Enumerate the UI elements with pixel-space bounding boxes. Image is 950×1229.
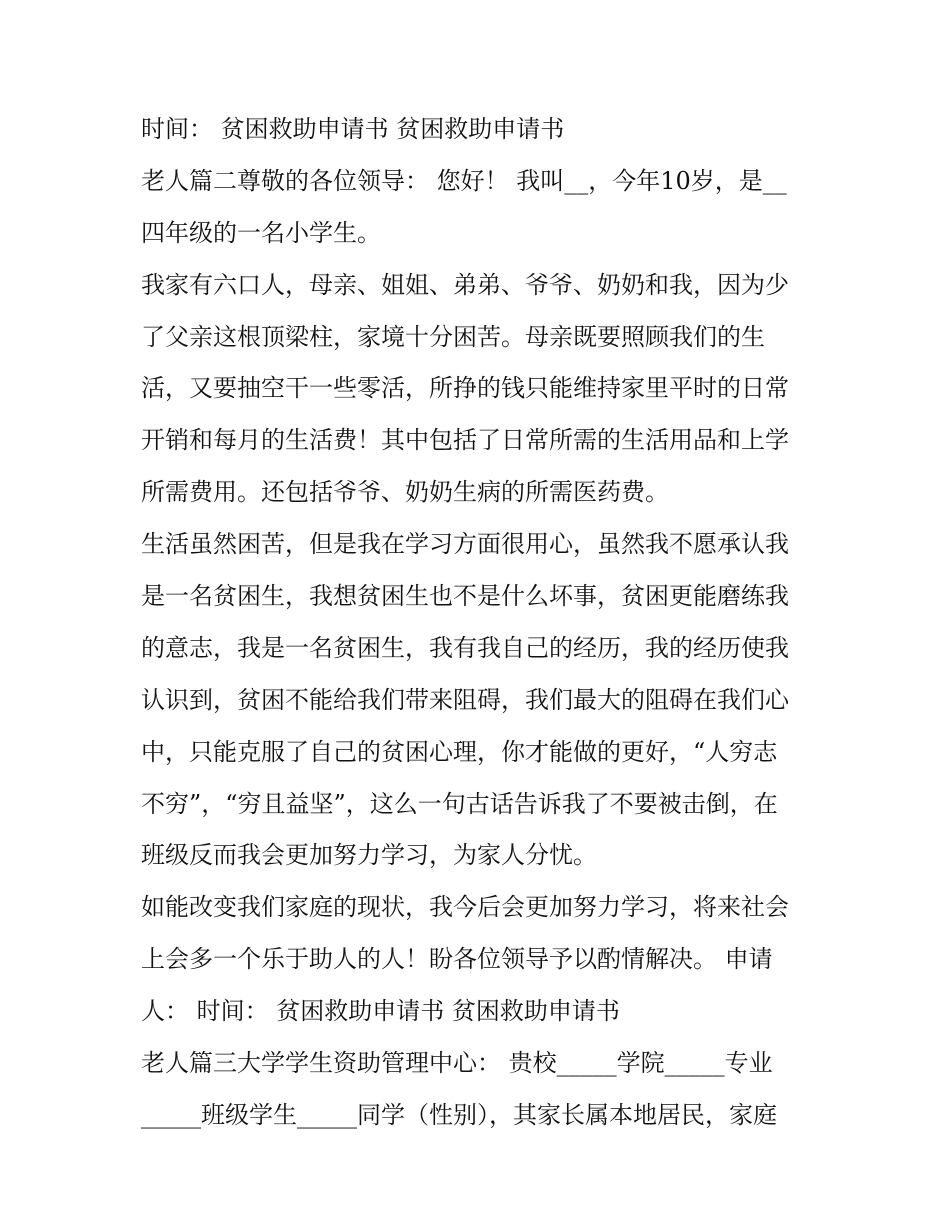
text-line-9: 生活虽然困苦，但是我在学习方面很用心，虽然我不愿承认我 xyxy=(141,530,789,559)
text-line-3: 四年级的一名小学生。 xyxy=(141,218,381,247)
text-line-12: 认识到，贫困不能给我们带来阻碍，我们最大的阻碍在我们心 xyxy=(141,685,789,714)
text-line-2: 老人篇二尊敬的各位领导： 您好！ 我叫__，今年10岁，是__ xyxy=(141,166,787,195)
text-line-14: 不穷”，“穷且益坚”，这么一句古话告诉我了不要被击倒，在 xyxy=(141,789,778,818)
text-line-4: 我家有六口人，母亲、姐姐、弟弟、爷爷、奶奶和我，因为少 xyxy=(141,270,789,299)
text-line-17: 上会多一个乐于助人的人！盼各位领导予以酌情解决。 申请 xyxy=(141,945,773,974)
text-line-16: 如能改变我们家庭的现状，我今后会更加努力学习，将来社会 xyxy=(141,893,789,922)
text-line-15: 班级反而我会更加努力学习，为家人分忧。 xyxy=(141,841,597,870)
text-line-10: 是一名贫困生，我想贫困生也不是什么坏事，贫困更能磨练我 xyxy=(141,582,789,611)
text-line-13: 中，只能克服了自己的贫困心理，你才能做的更好，“人穷志 xyxy=(141,737,778,766)
text-line-6: 活，又要抽空干一些零活，所挣的钱只能维持家里平时的日常 xyxy=(141,374,789,403)
text-line-1: 时间： 贫困救助申请书 贫困救助申请书 xyxy=(141,115,565,143)
document-body xyxy=(141,109,821,1147)
text-line-18: 人： 时间： 贫困救助申请书 贫困救助申请书 xyxy=(141,997,620,1026)
text-line-11: 的意志，我是一名贫困生，我有我自己的经历，我的经历使我 xyxy=(141,633,789,662)
text-line-20: _____班级学生_____同学（性别），其家长属本地居民，家庭 xyxy=(141,1100,777,1129)
text-line-5: 了父亲这根顶梁柱，家境十分困苦。母亲既要照顾我们的生 xyxy=(141,322,765,351)
text-line-7: 开销和每月的生活费！其中包括了日常所需的生活用品和上学 xyxy=(141,426,789,455)
text-line-8: 所需费用。还包括爷爷、奶奶生病的所需医药费。 xyxy=(141,478,669,507)
text-line-19: 老人篇三大学学生资助管理中心： 贵校_____学院_____专业 xyxy=(141,1049,773,1078)
